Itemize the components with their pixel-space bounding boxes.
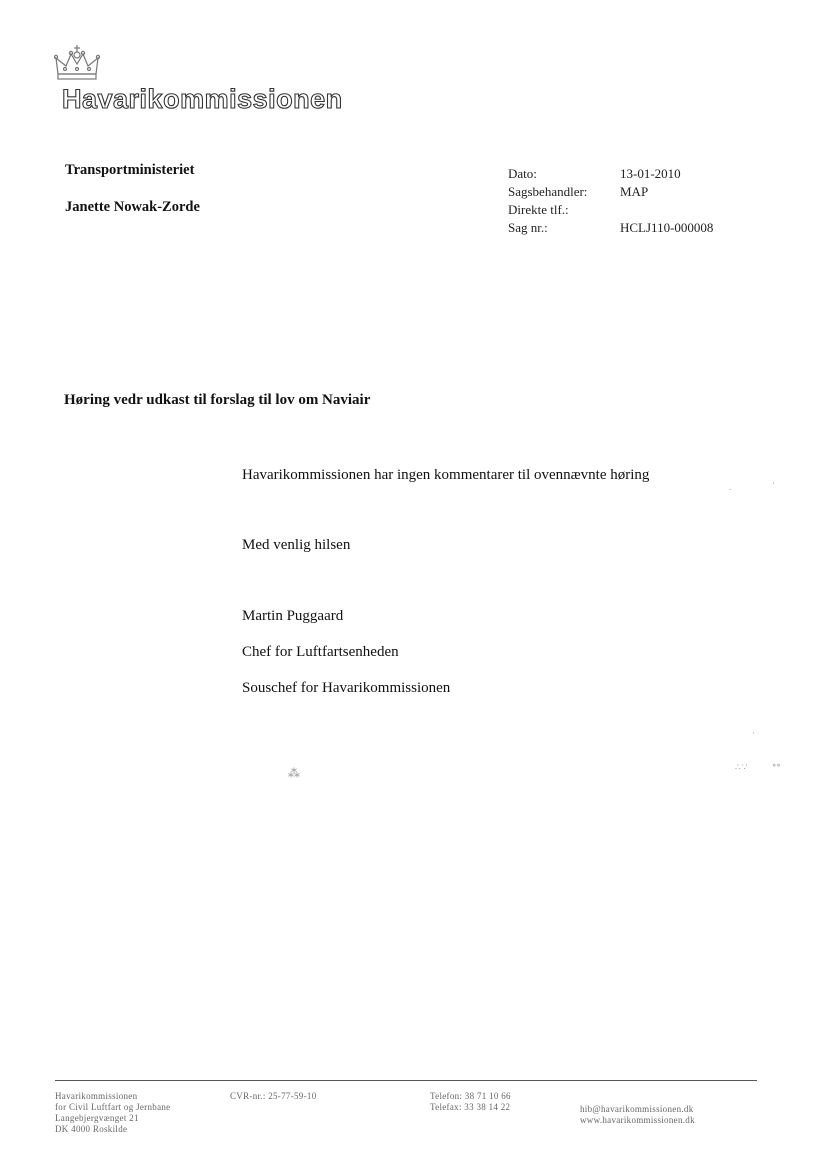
signer-name: Martin Puggaard	[242, 608, 344, 624]
meta-value: MAP	[620, 184, 649, 199]
footer-cvr: CVR-nr.: 25-77-59-10	[230, 1091, 317, 1101]
footer-address-line: DK 4000 Roskilde	[55, 1124, 128, 1134]
scan-speck: ∴∵	[735, 762, 749, 772]
footer-address	[55, 1091, 170, 1135]
footer-fax: Telefax: 33 38 14 22	[430, 1102, 511, 1112]
body-statement: Havarikommissionen har ingen kommentarer til ovennævnte høring	[242, 467, 650, 483]
footer-website-link[interactable]: www.havarikommissionen.dk	[580, 1115, 695, 1125]
recipient-organization: Transportministeriet	[65, 162, 195, 178]
scan-speck: ·	[772, 478, 775, 488]
organization-logo-text: Havarikommissionen	[62, 84, 343, 114]
scan-speck: .	[729, 482, 732, 492]
scan-speck: ∘∘	[772, 760, 781, 770]
recipient-name: Janette Nowak-Zorde	[65, 199, 200, 215]
meta-label: Direkte tlf.:	[508, 202, 569, 217]
letter-subject: Høring vedr udkast til forslag til lov om Naviair	[64, 392, 371, 408]
closing-greeting: Med venlig hilsen	[242, 537, 351, 553]
meta-row-case-handler	[508, 184, 768, 202]
footer-email-link[interactable]: hib@havarikommissionen.dk	[580, 1104, 694, 1114]
footer-address-line: Havarikommissionen	[55, 1091, 138, 1101]
footer-rule	[55, 1080, 757, 1081]
meta-row-direct-phone	[508, 202, 768, 220]
crown-emblem-icon	[54, 44, 100, 82]
scan-speck: ⁂	[288, 766, 300, 780]
meta-row-case-number	[508, 220, 768, 238]
scan-speck: ·	[752, 728, 755, 738]
signer-title: Souschef for Havarikommissionen	[242, 680, 451, 696]
meta-label: Sagsbehandler:	[508, 184, 588, 199]
signer-title: Chef for Luftfartsenheden	[242, 644, 399, 660]
footer-phone: Telefon: 38 71 10 66	[430, 1091, 511, 1101]
footer-address-line: for Civil Luftfart og Jernbane	[55, 1102, 171, 1112]
meta-value: 13-01-2010	[620, 166, 681, 181]
meta-row-date	[508, 166, 768, 184]
footer-address-line: Langebjergvænget 21	[55, 1113, 139, 1123]
meta-value: HCLJ110-000008	[620, 220, 714, 235]
footer-phone-block	[430, 1091, 511, 1113]
meta-label: Sag nr.:	[508, 220, 548, 235]
meta-label: Dato:	[508, 166, 537, 181]
footer-web-block	[580, 1104, 695, 1126]
